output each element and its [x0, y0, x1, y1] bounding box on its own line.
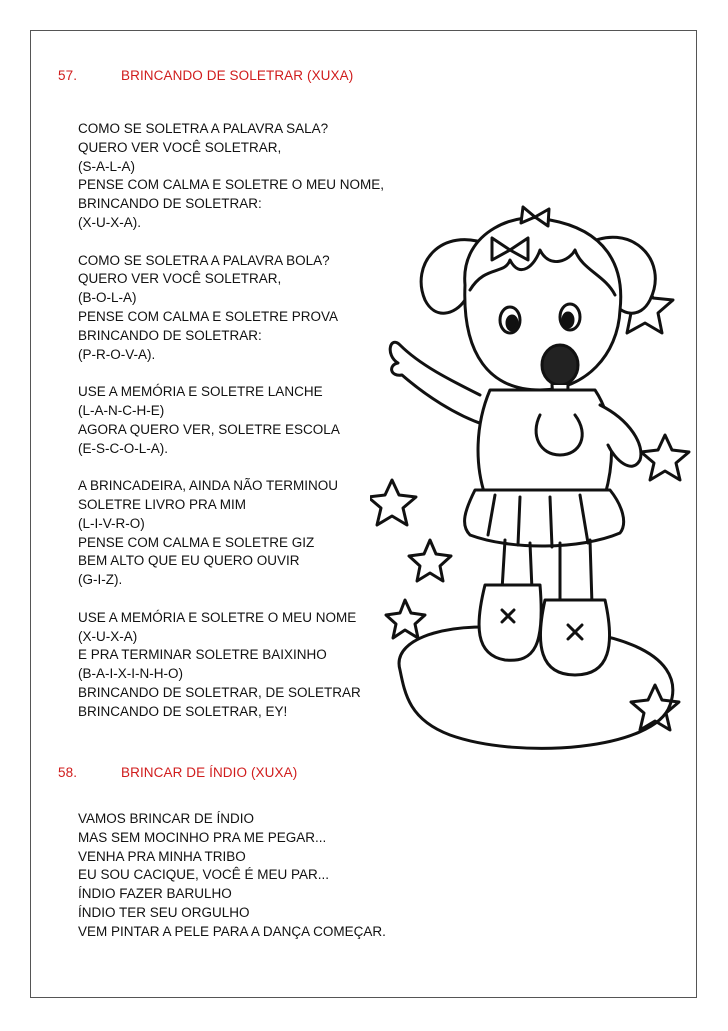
stanza-gap: [78, 233, 384, 252]
lyric-line: (L-A-N-C-H-E): [78, 402, 165, 418]
lyric-line: COMO SE SOLETRA A PALAVRA BOLA?: [78, 252, 330, 268]
girl-singing-illustration: [370, 205, 700, 770]
song-number: 57.: [58, 68, 78, 83]
lyric-line: (B-A-I-X-I-N-H-O): [78, 666, 183, 682]
lyric-line: VAMOS BRINCAR DE ÍNDIO: [78, 811, 255, 826]
lyric-line: BRINCANDO DE SOLETRAR, EY!: [78, 703, 288, 719]
lyric-line: (B-O-L-A): [78, 290, 137, 306]
song-heading-58: [58, 765, 297, 780]
lyric-line: BEM ALTO QUE EU QUERO OUVIR: [78, 553, 300, 569]
stanza-gap: [78, 458, 384, 477]
lyric-line: E PRA TERMINAR SOLETRE BAIXINHO: [78, 647, 327, 663]
song-57-lyrics: [78, 120, 384, 722]
lyric-line: BRINCANDO DE SOLETRAR, DE SOLETRAR: [78, 684, 361, 700]
lyric-line: (E-S-C-O-L-A).: [78, 440, 168, 456]
lyric-line: EU SOU CACIQUE, VOCÊ É MEU PAR...: [78, 867, 330, 883]
lyric-line: BRINCANDO DE SOLETRAR:: [78, 327, 262, 343]
lyric-line: USE A MEMÓRIA E SOLETRE O MEU NOME: [78, 609, 357, 625]
lyric-line: (S-A-L-A): [78, 158, 135, 174]
song-58-lyrics: [78, 810, 386, 942]
lyric-line: USE A MEMÓRIA E SOLETRE LANCHE: [78, 384, 323, 400]
lyric-line: (P-R-O-V-A).: [78, 346, 156, 362]
lyric-line: VEM PINTAR A PELE PARA A DANÇA COMEÇAR.: [78, 923, 386, 939]
stanza-gap: [78, 364, 384, 383]
song-number: 58.: [58, 765, 78, 780]
stanza-gap: [78, 590, 384, 609]
lyric-line: (X-U-X-A).: [78, 214, 141, 230]
lyric-line: QUERO VER VOCÊ SOLETRAR,: [78, 271, 282, 287]
song-title: BRINCAR DE ÍNDIO (XUXA): [121, 765, 298, 780]
song-heading-57: [58, 68, 353, 83]
lyric-line: (X-U-X-A): [78, 628, 138, 644]
lyric-line: PENSE COM CALMA E SOLETRE O MEU NOME,: [78, 177, 385, 193]
lyric-line: ÍNDIO TER SEU ORGULHO: [78, 904, 250, 920]
lyric-line: VENHA PRA MINHA TRIBO: [78, 848, 246, 864]
lyric-line: ÍNDIO FAZER BARULHO: [78, 886, 232, 902]
lyric-line: COMO SE SOLETRA A PALAVRA SALA?: [78, 121, 329, 136]
lyric-line: SOLETRE LIVRO PRA MIM: [78, 496, 247, 512]
song-title: BRINCANDO DE SOLETRAR (XUXA): [121, 68, 354, 83]
lyric-line: PENSE COM CALMA E SOLETRE PROVA: [78, 308, 339, 324]
lyric-line: (G-I-Z).: [78, 572, 123, 588]
lyric-line: PENSE COM CALMA E SOLETRE GIZ: [78, 534, 315, 550]
lyric-line: (L-I-V-R-O): [78, 515, 145, 531]
lyric-line: AGORA QUERO VER, SOLETRE ESCOLA: [78, 421, 340, 437]
lyric-line: A BRINCADEIRA, AINDA NÃO TERMINOU: [78, 478, 339, 494]
lyric-line: BRINCANDO DE SOLETRAR:: [78, 196, 262, 212]
lyric-line: QUERO VER VOCÊ SOLETRAR,: [78, 139, 282, 155]
lyric-line: MAS SEM MOCINHO PRA ME PEGAR...: [78, 829, 327, 845]
